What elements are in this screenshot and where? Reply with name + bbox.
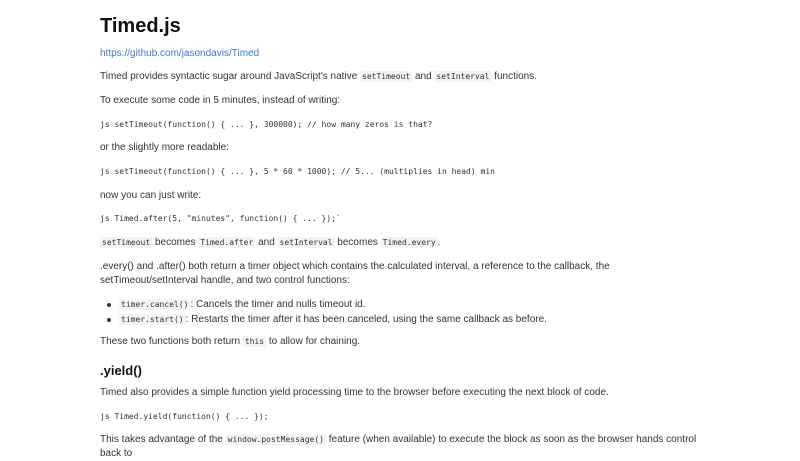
intro-text-1: Timed provides syntactic sugar around JavaScript's native [100, 71, 360, 82]
page-title: Timed.js [100, 15, 181, 37]
code-block-yield: js Timed.yield(function() { ... }); [100, 412, 269, 421]
intro-text-2: and [412, 71, 435, 82]
list-item [100, 297, 547, 312]
intro-code-settimeout: setTimeout [362, 72, 411, 81]
yield-heading: .yield() [100, 363, 142, 378]
list-item-text: : Restarts the timer after it has been canceled, using the same callback as before. [185, 314, 547, 325]
list-item [100, 312, 547, 327]
list-item-text: : Cancels the timer and nulls timeout id. [190, 299, 366, 310]
repo-link[interactable]: https://github.com/jasondavis/Timed [100, 48, 260, 59]
now-paragraph: now you can just write: [100, 190, 202, 201]
advantage-text-1: This takes advantage of the [100, 434, 226, 445]
chaining-paragraph [100, 335, 705, 349]
becomes-code-settimeout: setTimeout [102, 238, 151, 247]
code-block-readable: js setTimeout(function() { ... }, 5 * 60 * 1000); // 5... (multiplies in head) min [100, 167, 495, 176]
intro-paragraph [100, 70, 705, 84]
chaining-text-1: These two functions both return [100, 336, 243, 347]
control-functions-list [100, 297, 547, 327]
list-item-code: timer.start() [121, 315, 184, 324]
becomes-text-4: . [437, 237, 441, 248]
chaining-code-this: this [244, 337, 265, 346]
becomes-code-timed-every: Timed.every [382, 238, 436, 247]
advantage-code-postmessage: window.postMessage() [227, 435, 324, 444]
becomes-text-1: becomes [152, 237, 199, 248]
list-item-code: timer.cancel() [121, 300, 189, 309]
yield-paragraph: Timed also provides a simple function yield processing time to the browser before executing the next block of code. [100, 387, 609, 398]
readable-paragraph: or the slightly more readable: [100, 142, 229, 153]
intro-text-3: functions. [491, 71, 537, 82]
becomes-text-2: and [255, 237, 278, 248]
code-block-after: js Timed.after(5, "minutes", function() { ... });` [100, 214, 341, 223]
becomes-paragraph [100, 236, 705, 250]
becomes-text-3: becomes [334, 237, 381, 248]
return-paragraph: .every() and .after() both return a timer object which contains the calculated interval, a reference to the callback, the setTimeout/setInterval handle, and two control functions: [100, 261, 610, 286]
advantage-text-2: feature (when available) to execute the block as soon as the browser hands control back to [100, 434, 697, 459]
advantage-paragraph [100, 433, 705, 461]
chaining-text-2: to allow for chaining. [266, 336, 361, 347]
execute-paragraph: To execute some code in 5 minutes, instead of writing: [100, 95, 341, 106]
becomes-code-timed-after: Timed.after [200, 238, 254, 247]
becomes-code-setinterval: setInterval [279, 238, 333, 247]
code-block-settimeout: js setTimeout(function() { ... }, 300000); // how many zeros is that? [100, 120, 433, 129]
intro-code-setinterval: setInterval [436, 72, 490, 81]
